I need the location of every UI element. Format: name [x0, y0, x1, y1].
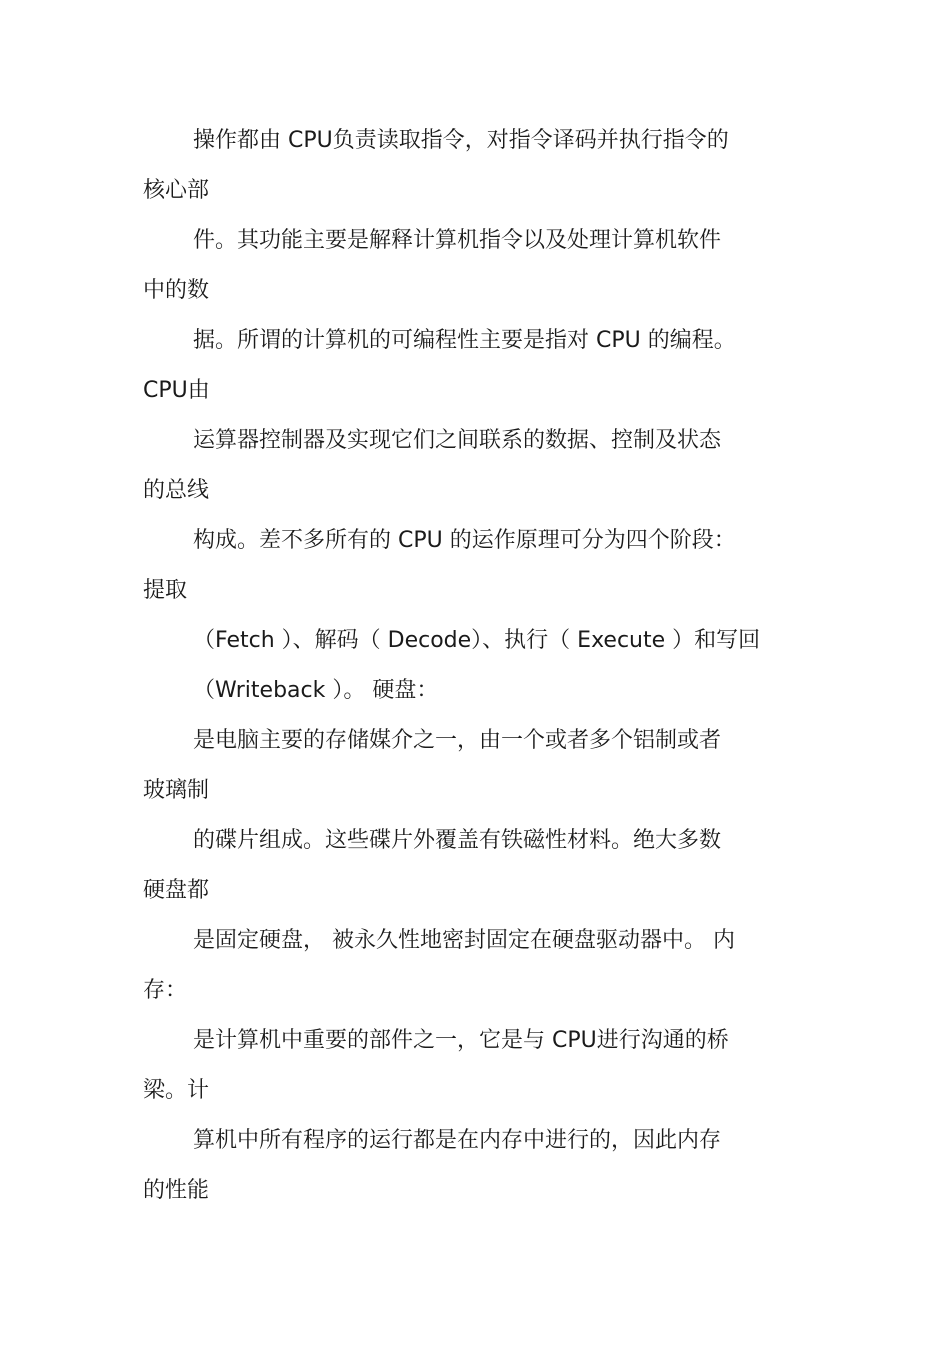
text-line: 玻璃制 [143, 778, 210, 803]
text-line: 梁。计 [143, 1078, 210, 1103]
text-line: 中的数 [143, 278, 210, 303]
text-line: 操作都由 CPU负责读取指令，对指令译码并执行指令的 [193, 128, 729, 153]
text-line: 的总线 [143, 478, 210, 503]
text-line: 核心部 [143, 178, 210, 203]
text-line: CPU由 [143, 378, 210, 403]
text-line: （Fetch ）、解码（ Decode）、执行（ Execute ）和写回 [193, 628, 761, 653]
text-line: 构成。差不多所有的 CPU 的运作原理可分为四个阶段： [193, 528, 736, 553]
text-line: 是电脑主要的存储媒介之一，由一个或者多个铝制或者 [193, 728, 722, 753]
text-line: 的碟片组成。这些碟片外覆盖有铁磁性材料。绝大多数 [193, 828, 722, 853]
text-line: 存： [143, 978, 188, 1003]
text-line: 是计算机中重要的部件之一，它是与 CPU进行沟通的桥 [193, 1028, 729, 1053]
text-line: 是固定硬盘， 被永久性地密封固定在硬盘驱动器中。 内 [193, 928, 735, 953]
text-line: （Writeback ）。 硬盘： [193, 678, 439, 703]
text-line: 提取 [143, 578, 188, 603]
text-line: 运算器控制器及实现它们之间联系的数据、控制及状态 [193, 428, 722, 453]
text-line: 算机中所有程序的运行都是在内存中进行的，因此内存 [193, 1128, 722, 1153]
text-line: 据。所谓的计算机的可编程性主要是指对 CPU 的编程。 [193, 328, 736, 353]
text-line: 件。其功能主要是解释计算机指令以及处理计算机软件 [193, 228, 722, 253]
text-line: 硬盘都 [143, 878, 210, 903]
text-line: 的性能 [143, 1178, 210, 1203]
